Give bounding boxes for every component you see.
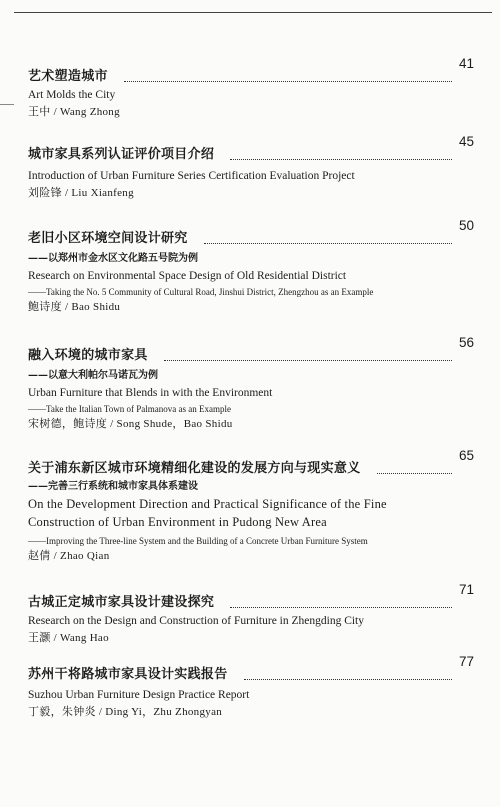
top-rule (14, 12, 492, 13)
toc-entry (28, 218, 474, 316)
toc-entry (28, 582, 474, 647)
entry-title-cn: 城市家具系列认证评价项目介绍 (28, 147, 215, 162)
entry-title-cn: 苏州干将路城市家具设计实践报告 (28, 667, 228, 682)
entry-author: 刘险锋 / Liu Xianfeng (28, 187, 134, 199)
entry-title-en: Introduction of Urban Furniture Series Certification Evaluation Project (28, 170, 355, 182)
entry-title-en: Research on the Design and Construction of Furniture in Zhengding City (28, 615, 364, 627)
entry-title-cn: 古城正定城市家具设计建设探究 (28, 595, 215, 610)
page-number: 71 (458, 582, 474, 597)
entry-author: 宋树德，鲍诗度 / Song Shude，Bao Shidu (28, 418, 233, 430)
toc-entry (28, 56, 474, 121)
entry-subtitle-en: ——Taking the No. 5 Community of Cultural Road, Jinshui District, Zhengzhou as an Example (28, 287, 374, 297)
entry-title-en-line1: On the Development Direction and Practical Significance of the Fine (28, 497, 387, 511)
entry-author: 王灏 / Wang Hao (28, 632, 109, 644)
dot-leader (204, 243, 452, 244)
dot-leader (230, 159, 452, 160)
entry-title-cn: 融入环境的城市家具 (28, 348, 148, 363)
entry-subtitle-cn: ——完善三行系统和城市家具体系建设 (28, 481, 198, 492)
entry-title-en: Suzhou Urban Furniture Design Practice Report (28, 689, 250, 701)
dot-leader (377, 473, 452, 474)
entry-author: 丁毅，朱钟炎 / Ding Yi，Zhu Zhongyan (28, 706, 223, 718)
dot-leader (230, 607, 452, 608)
entry-title-cn: 关于浦东新区城市环境精细化建设的发展方向与现实意义 (28, 461, 361, 476)
page-number: 77 (458, 654, 474, 669)
dot-leader (164, 360, 452, 361)
dot-leader (244, 679, 452, 680)
entry-title-en: Art Molds the City (28, 89, 116, 101)
page-number: 45 (458, 134, 474, 149)
toc-entry (28, 448, 474, 565)
page-number: 41 (458, 56, 474, 71)
entry-title-row (28, 56, 474, 86)
entry-author: 赵倩 / Zhao Qian (28, 550, 110, 562)
entry-title-row (28, 654, 474, 684)
entry-title-row (28, 448, 474, 478)
toc-entry (28, 654, 474, 721)
entry-subtitle-en: ——Take the Italian Town of Palmanova as an Example (28, 404, 232, 414)
entry-title-en: Urban Furniture that Blends in with the Environment (28, 387, 273, 399)
page-number: 65 (458, 448, 474, 463)
toc-entry (28, 134, 474, 202)
margin-mark (0, 104, 14, 105)
entry-subtitle-en: ——Improving the Three-line System and the Building of a Concrete Urban Furniture System (28, 536, 368, 546)
entry-title-en: Research on Environmental Space Design of Old Residential District (28, 270, 347, 282)
entry-title-row (28, 335, 474, 365)
entry-subtitle-cn: ——以意大利帕尔马诺瓦为例 (28, 370, 158, 381)
entry-title-row (28, 218, 474, 248)
entry-author: 王中 / Wang Zhong (28, 106, 120, 118)
entry-title-row (28, 582, 474, 612)
entry-title-row (28, 134, 474, 164)
entry-subtitle-cn: ——以郑州市金水区文化路五号院为例 (28, 253, 198, 264)
entry-title-cn: 艺术塑造城市 (28, 69, 108, 84)
entry-author: 鲍诗度 / Bao Shidu (28, 301, 121, 313)
page-number: 56 (458, 335, 474, 350)
entry-title-cn: 老旧小区环境空间设计研究 (28, 231, 188, 246)
entry-title-en-line2: Construction of Urban Environment in Pudong New Area (28, 515, 327, 529)
page-number: 50 (458, 218, 474, 233)
dot-leader (124, 81, 452, 82)
toc-entry (28, 335, 474, 433)
